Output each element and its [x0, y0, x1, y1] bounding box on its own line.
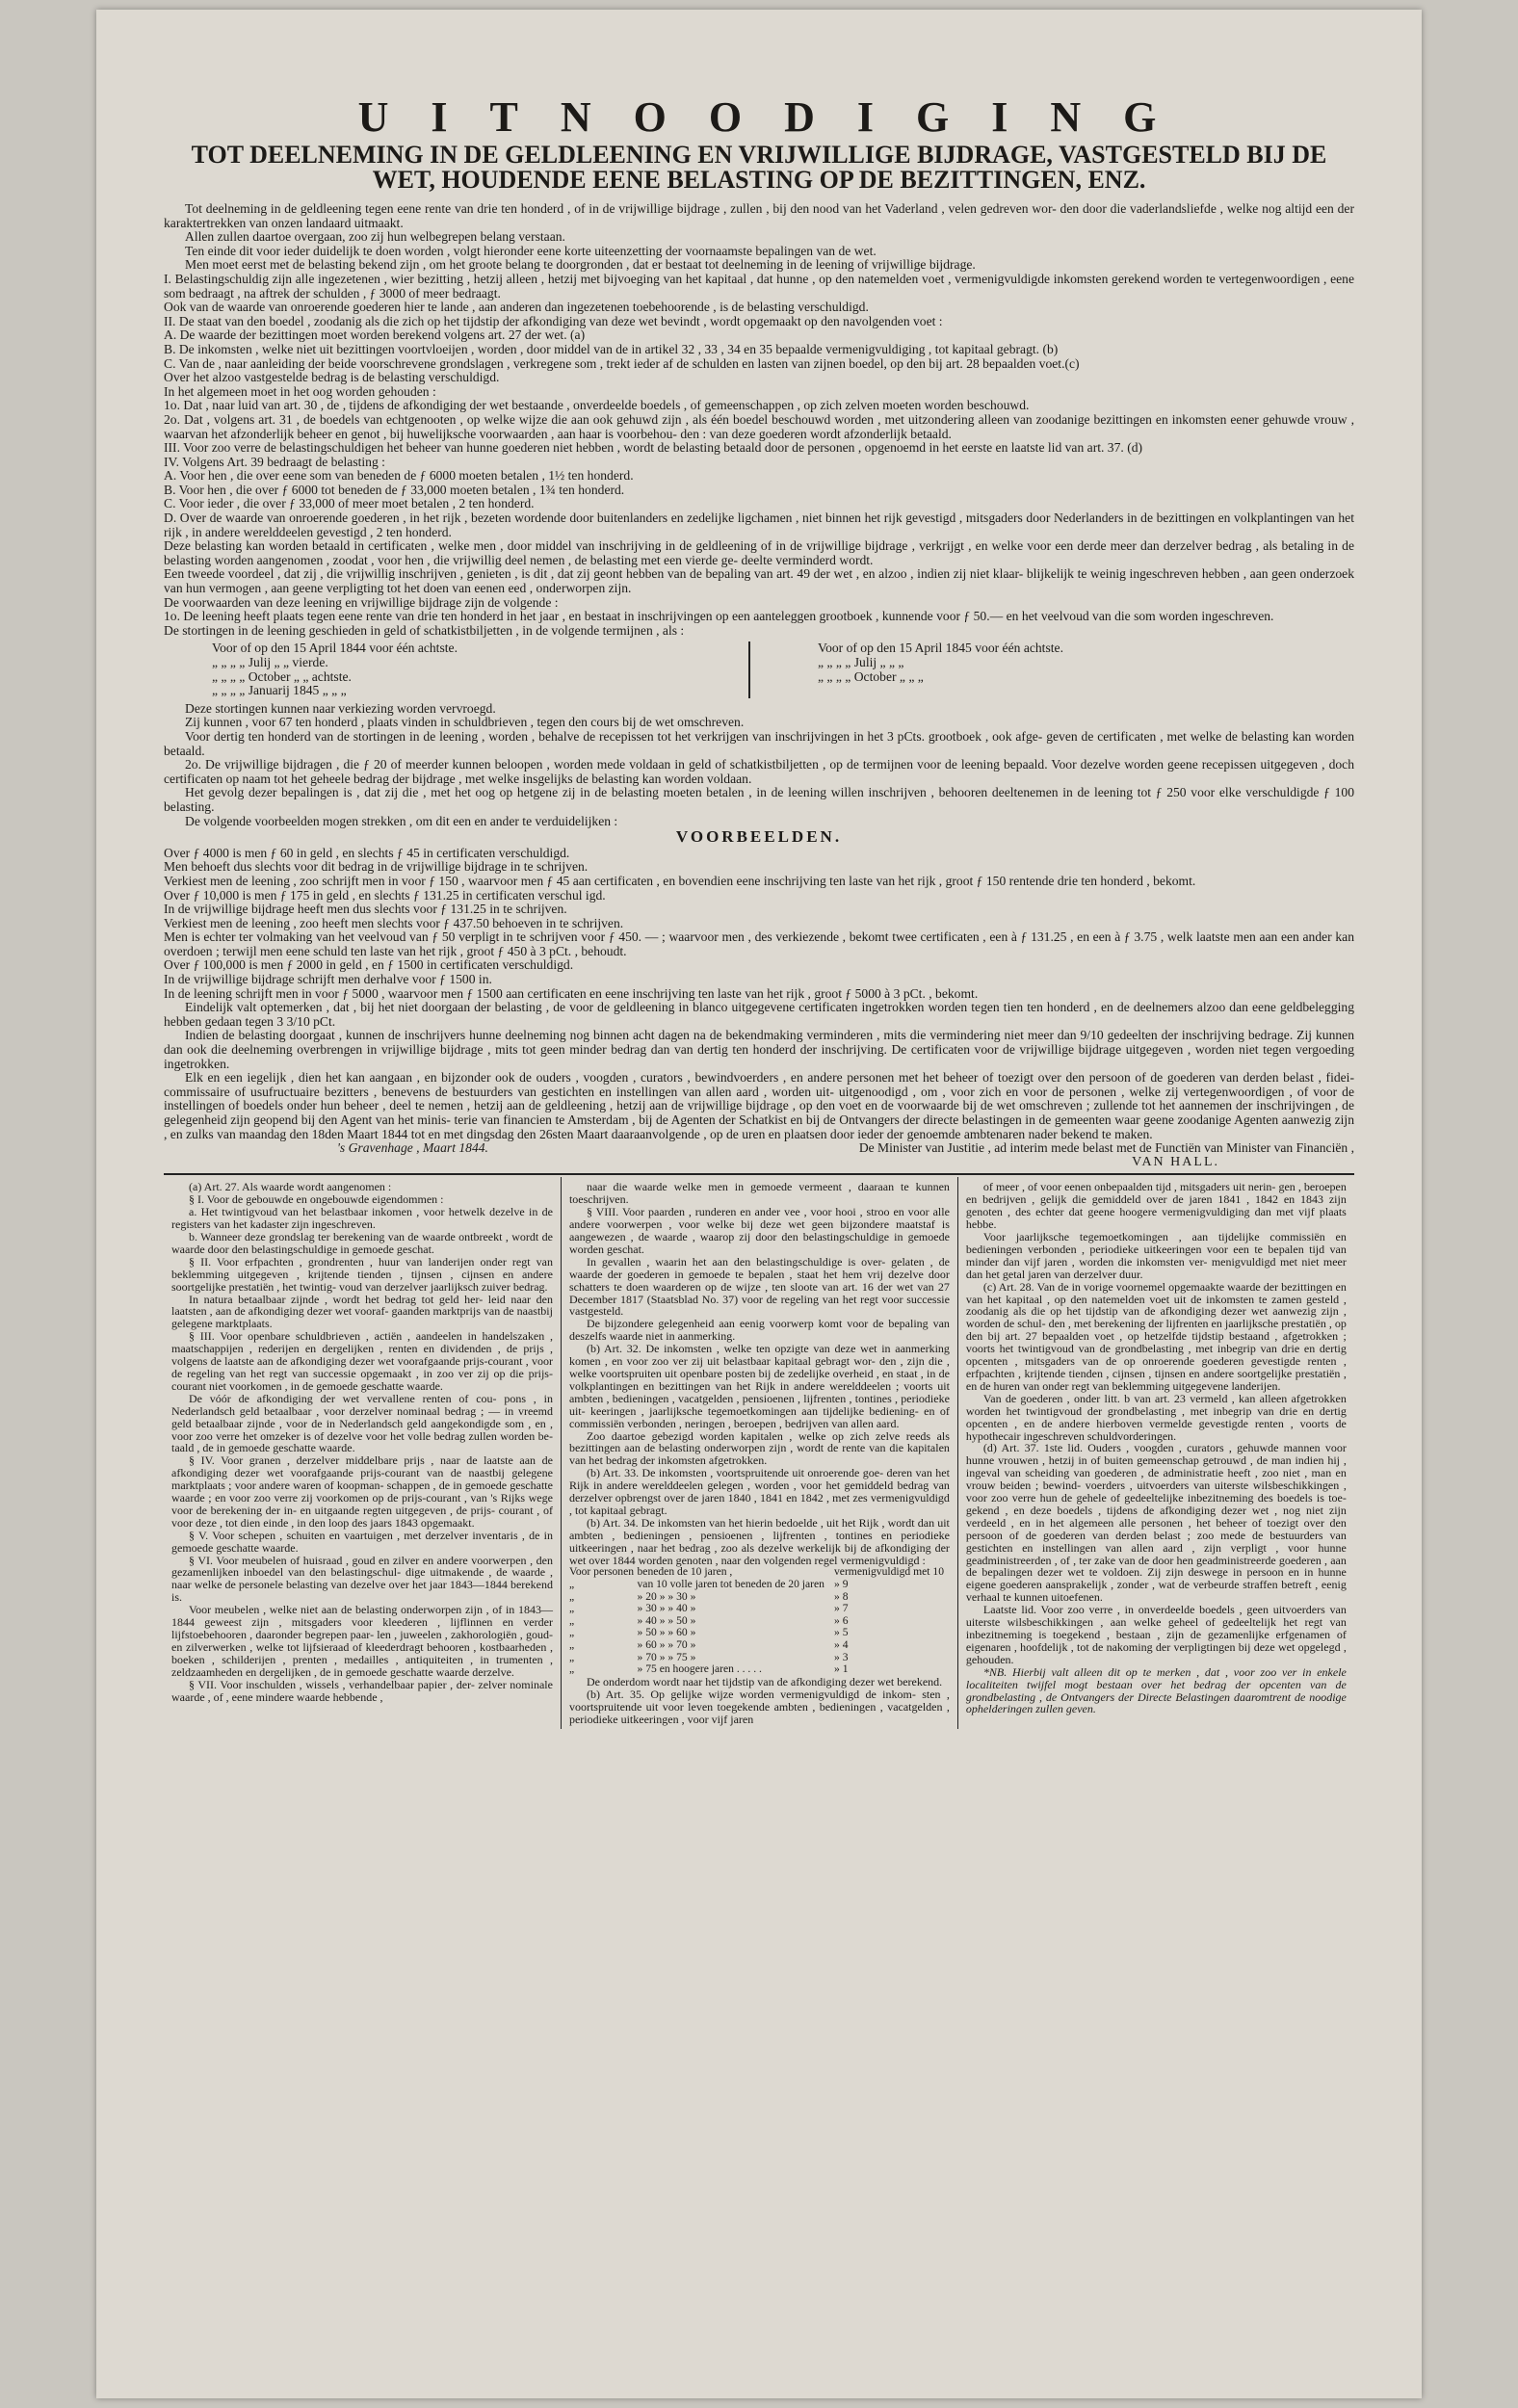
- multiplier-row: [569, 1579, 950, 1591]
- multiplier-cell: vermenigvuldigd met 10: [834, 1565, 944, 1579]
- section-paragraph: 1o. Dat , naar luid van art. 30 , de , tijdens de afkondiging der wet bestaande , onverdeelde boedels , of gemeenschappen , op zich zelven moeten worden beschouwd.: [164, 398, 1030, 413]
- paragraph: Deze stortingen kunnen naar verkiezing worden vervroegd.: [185, 700, 496, 716]
- section-paragraph: B. Voor hen , die over ƒ 6000 tot beneden de ƒ 33,000 moeten betalen , 1¾ ten honderd.: [164, 482, 625, 497]
- minister-title: De Minister van Justitie , ad interim mede belast met de Functiën van Minister van Financiën ,: [858, 1140, 1354, 1156]
- example-line: Verkiest men de leening , zoo heeft men slechts voor ƒ 437.50 behoeven in te schrijven.: [164, 915, 624, 930]
- footnote-paragraph: De bijzondere gelegenheid aan eenig voorwerp komt voor de bepaling van deszelfs waarde niet in aanmerking.: [568, 1317, 950, 1344]
- footnotes-column-1: [164, 1177, 561, 1729]
- multiplier-cell: „: [568, 1578, 575, 1591]
- footnote-paragraph: Voor jaarlijksche tegemoetkomingen , aan tijdelijke commissiën en bedieningen verbonden , periodieke uitkeeringen voor een te bepalen tijd van minder dan vijf jaren , worden die inkomsten ver- menigvuldigd met niet meer dan het getal jaren van derzelver duur.: [965, 1230, 1347, 1281]
- schedule-1844: [164, 641, 748, 697]
- section-paragraph: 1o. De leening heeft plaats tegen eene rente van drie ten honderd in het jaar , en bestaat in inschrijvingen op een aanteleggen grootboek , kunnende voor ƒ 50.— en het veelvoud van die som worden ingeschreven.: [164, 609, 1274, 624]
- multiplier-cell: » 4: [834, 1638, 849, 1652]
- footnote-paragraph: § III. Voor openbare schuldbrieven , actiën , aandeelen in handelszaken , maatschappijen , rederijen en dergelijken , renten en dividenden , de prijs , volgens de laatste aan de afkondiging dezer wet voorafgaande prijs-courant , voor de regeling van het regt van successie opgemaakt , in zoo ver zij op die prijs-courant niet voorkomen , in de gemoede geschatte waarde.: [171, 1329, 553, 1393]
- section-paragraph: Deze belasting kan worden betaald in certificaten , welke men , door middel van inschrijving in de geldleening of in de vrijwillige bijdrage , verkrijgt , en welke voor een derde meer dan derzelver bedrag , als betaling in de belasting worden aangenomen , zoodat , voor hen , die vrijwillig deel nemen , de belasting met een vierde ge- deelte verminderd wordt.: [164, 538, 1354, 567]
- schedule-1845: [748, 641, 1354, 697]
- divider: [164, 1173, 1354, 1175]
- schedule-line: „ „ „ „ Julij „ „ „: [818, 655, 904, 669]
- footnote-paragraph: (d) Art. 37. 1ste lid. Ouders , voogden , curators , gehuwde mannen voor hunne vrouwen , hetzij in of buiten gemeenschap getrouwd , de man indien hij , ingeval van scheiding van goederen , de administratie heeft , zoo niet , man en vrouw beiden ; bewind- voerders , uitvoerders van uiterste wilsbeschikkingen , voor zoo verre hun de gehele of gedeeltelijke inbezitneming des boedels is toe- gekend , en deze boedels , tijdens de afkondiging dezer wet , nog niet zijn verdeeld , en in het algemeen alle personen , het beheer of toezigt over den persoon of de goederen van derden belast ; zoo mede de bestuurders van gestichten en instellingen van allen aard , zijn verpligt , voor hunne geadministreerden , of , ter zake van de door hen geadministreerde goederen , aan de bepalingen dezer wet te voldoen. Zij zijn deswege in persoon en in hunne eigene goederen aansprakelijk , zonder , wat de verbeurde straffen betreft , eenig verhaal te kunnen uitoefenen.: [965, 1441, 1347, 1605]
- schedule-line: Voor of op den 15 April 1845 voor één achtste.: [818, 641, 1063, 656]
- example-line: Men is echter ter volmaking van het veelvoud van ƒ 50 verpligt in te schrijven voor ƒ 450. — ; waarvoor men , des verkiezende , bekomt twee certificaten , een à ƒ 131.25 , en een à ƒ 3.75 , welk laatste men aan een ander kan overdoen ; terwijl men eene schuld ten laste van het rijk , groot ƒ 450 à 3 pCt. , behoudt.: [164, 929, 1354, 958]
- footnote-paragraph: (b) Art. 35. Op gelijke wijze worden vermenigvuldigd de inkom- sten , voortspruitende uit voor leven toegekende ambten , bedieningen , vacatgelden , periodieke uitkeeringen , voor vijf jaren: [568, 1687, 950, 1726]
- multiplier-cell: » 30 » » 40 »: [637, 1602, 696, 1615]
- section-paragraph: A. De waarde der bezittingen moet worden berekend volgens art. 27 der wet. (a): [164, 327, 586, 343]
- footnotes: [164, 1177, 1354, 1729]
- footnote-paragraph: (b) Art. 32. De inkomsten , welke ten opzigte van deze wet in aanmerking komen , en voor zoo ver zij uit belastbaar kapitaal gebragt wor- den , zijn die , welke voortspruiten uit openbare posten bij de zedelijke overheid , en staat , in de volkplantingen en bezittingen van het Rijk in andere werelddeelen ; voorts uit ambten , bedieningen , vacatgelden , pensioenen , lijfrenten , tontines , periodieke uit- keeringen , jaarlijksche tegemoetkomingen aan tijdelijke bediening- en of commissiën verbonden , neringen , beroepen , bedrijven van allen aard.: [568, 1342, 950, 1430]
- example-line: Verkiest men de leening , zoo schrijft men in voor ƒ 150 , waarvoor men ƒ 45 aan certificaten , en bovendien eene inschrijving ten laste van het rijk , groot ƒ 150 rentende drie ten honderd , bekomt.: [164, 873, 1196, 888]
- multiplier-row: [569, 1615, 950, 1628]
- section-paragraph: Over het alzoo vastgestelde bedrag is de belasting verschuldigd.: [164, 370, 500, 385]
- closing-paragraph: Eindelijk valt optemerken , dat , bij het niet doorgaan der belasting , de voor de geldleening in blanco uitgegevene certificaten ingetrokken worden tegen tien ten honderd , en de deelnemers alzoo dan eene geldbelegging hebben gedaan tegen 3 3/10 pCt.: [164, 1000, 1354, 1029]
- multiplier-cell: „: [568, 1613, 575, 1627]
- closing-list: [164, 1001, 1354, 1141]
- multiplier-table: [569, 1566, 950, 1675]
- document-subtitle-line-2: WET, HOUDENDE EENE BELASTING OP DE BEZITTINGEN, ENZ.: [372, 166, 1146, 194]
- schedule-line: Voor of op den 15 April 1844 voor één achtste.: [212, 641, 458, 656]
- example-line: In de leening schrijft men in voor ƒ 5000 , waarvoor men ƒ 1500 aan certificaten en eene inschrijving ten laste van het rijk , groot ƒ 5000 à 3 pCt. , bekomt.: [164, 985, 979, 1001]
- multiplier-cell: » 7: [834, 1602, 849, 1615]
- footnote-paragraph: Voor meubelen , welke niet aan de belasting onderworpen zijn , of in 1843—1844 geweest zijn , mitsgaders voor kleederen , lijflinnen en verder lijfstoebehooren , daaronder begrepen paar- len , juweelen , zakhorologiën , goud- en zilverwerken , welke tot lijfsieraad of kleederdragt behooren , kostbaarheden , boeken , schilderijen , prenten , medailles , antiquiteiten , in trumenten , zeldzaamheden en dergelijken , de in gemoede geschatte waarde derzelve.: [171, 1603, 553, 1679]
- examples-heading: VOORBEELDEN.: [675, 827, 843, 847]
- multiplier-cell: » 3: [834, 1650, 849, 1663]
- schedule-line: „ „ „ „ Julij „ „ vierde.: [212, 655, 328, 669]
- paragraph: 2o. De vrijwillige bijdragen , die ƒ 20 of meerder kunnen beloopen , worden mede voldaan in geld of schatkistbiljetten , op de termijnen voor de leening bepaald. Voor dezelve worden geene recepissen uitgegeven , doch certificaten op naam tot het geheele bedrag der bijdrage , met welke insgelijks de belasting kan worden voldaan.: [164, 757, 1354, 786]
- section-paragraph: III. Voor zoo verre de belastingschuldigen het beheer van hunne goederen niet hebben , wordt de belasting betaald door de personen , opgenoemd in het eerste en laatste lid van art. 37. (d): [164, 440, 1143, 456]
- footnote-paragraph: § V. Voor schepen , schuiten en vaartuigen , met derzelver inventaris , de in gemoede geschatte waarde.: [171, 1528, 553, 1555]
- footnote-paragraph: § I. Voor de gebouwde en ongebouwde eigendommen :: [189, 1192, 444, 1207]
- section-paragraph: Een tweede voordeel , dat zij , die vrijwillig inschrijven , genieten , is dit , dat zij geont hebben van de bepaling van art. 49 der wet , en alzoo , indien zij niet klaar- blijkelijk te weinig ingeschreven hebben , aan geen onderzoek van hun vermogen , aan geene verpligting tot het doen van eenen eed , onderworpen zijn.: [164, 566, 1354, 596]
- multiplier-cell: „: [568, 1638, 575, 1652]
- example-line: In de vrijwillige bijdrage heeft men dus slechts voor ƒ 131.25 in te schrijven.: [164, 902, 567, 917]
- multiplier-cell: » 8: [834, 1589, 849, 1603]
- intro-paragraph: Tot deelneming in de geldleening tegen eene rente van drie ten honderd , of in de vrijwillige bijdrage , zullen , bij den nood van het Vaderland , velen gedreven wor- den door die vaderlandsliefde , welke nog altijd een der karaktertrekken van onzen landaard uitmaakt.: [164, 201, 1354, 230]
- footnote-paragraph: (b) Art. 33. De inkomsten , voortspruitende uit onroerende goe- deren van het Rijk in andere werelddeelen gelegen , worden , voor het gemiddeld bedrag van derzelver opbrengst over de jaren 1840 , 1841 en 1842 , met zes vermenigvuldigd , tot kapitaal gebragt.: [568, 1466, 950, 1517]
- example-line: Over ƒ 100,000 is men ƒ 2000 in geld , en ƒ 1500 in certificaten verschuldigd.: [164, 957, 574, 973]
- footnote-paragraph: § VIII. Voor paarden , runderen en ander vee , voor hooi , stroo en voor alle andere voorwerpen , voor welke bij deze wet geen bijzondere maatstaf is aangewezen , de waarde , waarop zij door den belastingschuldige in gemoede worden geschat.: [568, 1205, 950, 1256]
- example-line: In de vrijwillige bijdrage schrijft men derhalve voor ƒ 1500 in.: [164, 972, 492, 987]
- section-paragraph: C. Voor ieder , die over ƒ 33,000 of meer moet betalen , 2 ten honderd.: [164, 496, 535, 511]
- example-line: Over ƒ 4000 is men ƒ 60 in geld , en slechts ƒ 45 in certificaten verschuldigd.: [164, 845, 570, 860]
- after-schedule-list: [164, 702, 1354, 828]
- multiplier-cell: » 70 » » 75 »: [637, 1650, 696, 1663]
- schedule-line: „ „ „ „ October „ „ achtste.: [212, 668, 352, 684]
- multiplier-cell: » 75 en hoogere jaren . . . . .: [637, 1662, 762, 1676]
- section-paragraph: In het algemeen moet in het oog worden gehouden :: [164, 383, 436, 399]
- payment-schedule: [164, 641, 1354, 697]
- section-paragraph: 2o. Dat , volgens art. 31 , de boedels van echtgenooten , op welke wijze die aan ook gehuwd zijn , als één boedel beschouwd worden , met uitzondering alleen van zoodanige bezittingen en inkomsten eener gehuwde vrouw , waarvan het afzonderlijk beheer en genot , bij huwelijksche voorwaarden , aan haar is voorbehou- den : van deze goederen wordt afzonderlijk betaald.: [164, 411, 1354, 441]
- footnotes-column-3: [957, 1177, 1354, 1729]
- multiplier-row: [569, 1639, 950, 1652]
- section-paragraph: I. Belastingschuldig zijn alle ingezetenen , wier bezitting , hetzij alleen , hetzij met bijvoeging van het kapitaal , dat hunne , op den natemelden voet , vermenigvuldigde inkomsten gerekend worden te vertegenwoordigen , eene som bedraagt , na aftrek der schulden , ƒ 3000 of meer bedraagt.: [164, 271, 1354, 301]
- section-paragraph: C. Van de , naar aanleiding der beide voorschrevene grondslagen , verkregene som , trekt ieder af de schulden en lasten van zijnen boedel, op den bij art. 28 bepaalden voet.(c): [164, 355, 1080, 371]
- section-paragraph: De voorwaarden van deze leening en vrijwillige bijdrage zijn de volgende :: [164, 594, 559, 610]
- closing-paragraph: Indien de belasting doorgaat , kunnen de inschrijvers hunne deelneming nog binnen acht dagen na de bekendmaking verminderen , mits die vermindering niet meer dan 9/10 gedeelten der inschrijving bedrage. Zij kunnen dan ook die deelneming overbrengen in vrijwillige bijdrage , mits tot geen minder bedrag dan van dertig ten honderd der inschrijving. De certificaten voor de vrijwillige bijdrage uitgegeven , worden niet tegen vergoeding ingetrokken.: [164, 1028, 1354, 1071]
- document-page: [164, 93, 1354, 1729]
- place-date: 's Gravenhage , Maart 1844.: [337, 1140, 488, 1156]
- nb-note: *NB. Hierbij valt alleen dit op te merken , dat , voor zoo ver in enkele localiteiten twijfel mogt bestaan over het bedrag der opcenten van de grondbelasting , de Ontvangers der Directe Belastingen daaromtrent de noodige ophelderingen zullen geven.: [965, 1664, 1347, 1716]
- multiplier-cell: » 20 » » 30 »: [637, 1589, 696, 1603]
- section-paragraph: De stortingen in de leening geschieden in geld of schatkistbiljetten , in de volgende termijnen , als :: [164, 622, 685, 638]
- main-text: [164, 202, 1354, 1169]
- schedule-line: „ „ „ „ October „ „ „: [818, 668, 924, 684]
- intro-paragraph: Allen zullen daartoe overgaan, zoo zij hun welbegrepen belang verstaan.: [185, 229, 565, 245]
- multiplier-cell: » 9: [834, 1578, 849, 1591]
- multiplier-cell: „: [568, 1662, 575, 1676]
- footnote-paragraph: Laatste lid. Voor zoo verre , in onverdeelde boedels , geen uitvoerders van uiterste wilsbeschikkingen , aan welke geheel of gedeeltelijk het regt van inbezitneming is toegekend , bestaan , zijn de gezamenlijke erfgenamen of eigenaren , hoofdelijk , tot de nakoming der verpligtingen bij deze wet opgelegd , gehouden.: [965, 1603, 1347, 1666]
- document-sheet: [96, 10, 1422, 2398]
- footnote-paragraph: b. Wanneer deze grondslag ter berekening van de waarde ontbreekt , wordt de waarde door den belastingschuldige in gemoede geschat.: [171, 1230, 553, 1256]
- footnote-paragraph: § VII. Voor inschulden , wissels , verhandelbaar papier , der- zelver nominale waarde , of , eene mindere waarde hebbende ,: [171, 1677, 553, 1704]
- signature-line: [164, 1141, 1354, 1156]
- multiplier-row: [569, 1663, 950, 1676]
- schedule-line: „ „ „ „ Januarij 1845 „ „ „: [212, 683, 347, 698]
- section-paragraph: II. De staat van den boedel , zoodanig als die zich op het tijdstip der afkondiging van deze wet bevindt , wordt opgemaakt op den navolgenden voet :: [164, 313, 943, 328]
- examples-list: [164, 847, 1354, 1002]
- multiplier-cell: beneden de 10 jaren ,: [637, 1565, 733, 1579]
- multiplier-row: [569, 1591, 950, 1604]
- footnote-paragraph: of meer , of voor eenen onbepaalden tijd , mitsgaders uit nerin- gen , beroepen en bedrijven , gelijk die gemiddeld over de jaren 1841 , 1842 en 1843 zijn genoten , des echter dat geene hoogere vermenigvuldiging dan met vijf plaats hebbe.: [965, 1180, 1347, 1232]
- section-paragraph: D. Over de waarde van onroerende goederen , in het rijk , bezeten wordende door buitenlanders en zedelijke ligchamen , niet binnen het rijk gevestigd , mitsgaders door Nederlanders in de bezittingen en volkplantingen van het rijk , in andere werelddeelen gevestigd , 2 ten honderd.: [164, 510, 1354, 539]
- example-line: Men behoeft dus slechts voor dit bedrag in de vrijwillige bijdrage in te schrijven.: [164, 859, 589, 875]
- section-paragraph: A. Voor hen , die over eene som van beneden de ƒ 6000 moeten betalen , 1½ ten honderd.: [164, 468, 634, 484]
- footnote-paragraph: In natura betaalbaar zijnde , wordt het bedrag tot geld her- leid naar den laatsten , aan de afkondiging dezer wet vooraf- gaanden marktprijs van de naastbij gelegene marktplaats.: [171, 1292, 553, 1331]
- footnote-paragraph: § II. Voor erfpachten , grondrenten , huur van landerijen onder regt van beklemming uitgegeven , krijtende tienden , tijnsen , cijnsen en andere soortgelijke prestatiën , het twintig- voud van derzelver jaarlijksch zuiver bedrag.: [171, 1254, 553, 1294]
- section-paragraph: B. De inkomsten , welke niet uit bezittingen voortvloeijen , worden , door middel van de in artikel 32 , 33 , 34 en 35 bepaalde vermenigvuldiging , tot kapitaal gebragt. (b): [164, 341, 1059, 356]
- multiplier-cell: van 10 volle jaren tot beneden de 20 jaren: [637, 1578, 824, 1591]
- footnote-paragraph: De vóór de afkondiging der wet vervallene renten of cou- pons , in Nederlandsch geld betaalbaar , voor derzelver nominaal bedrag ; — in vreemd geld betaalbaar zijnde , voor de in Nederlandsch geld aangekondigde som , en , voor zoo verre het omzeker is of dezelve voor het volle bedrag zullen worden be- taald , de in gemoede geschatte waarde.: [171, 1391, 553, 1455]
- footnote-paragraph: § VI. Voor meubelen of huisraad , goud en zilver en andere voorwerpen , den gezamenlijken inboedel van den belastingschul- dige uitmakende , de waarde , naar welke de personele belasting van dezelve over het jaar 1843—1844 berekend is.: [171, 1553, 553, 1605]
- footnote-paragraph: a. Het twintigvoud van het belastbaar inkomen , voor hetwelk dezelve in de registers van het kadaster zijn ingeschreven.: [171, 1205, 553, 1232]
- footnote-paragraph: § IV. Voor granen , derzelver middelbare prijs , naar de laatste aan de afkondiging dezer wet voorafgaande prijs-courant van de naastbij gelegene marktplaats ; voor andere waren of koopman- schappen , de in gemoede geschatte waarde ; en voor zoo verre zij voorkomen op de prijs-courant , van 's Rijks wege voor de berekening der in- en uitgaande regten uitgegeven , de prijs- courant , of voor deze , tot dien einde , in den loop des jaars 1843 opgemaakt.: [171, 1453, 553, 1530]
- document-title: UITNOODIGING: [357, 93, 1199, 141]
- footnotes-column-2: [561, 1177, 957, 1729]
- multiplier-cell: Voor personen: [568, 1565, 635, 1579]
- footnote-paragraph: (a) Art. 27. Als waarde wordt aangenomen :: [189, 1180, 392, 1194]
- signatory-name: VAN HALL.: [1132, 1154, 1219, 1169]
- multiplier-row: [569, 1627, 950, 1639]
- multiplier-cell: „: [568, 1602, 575, 1615]
- multiplier-row: [569, 1603, 950, 1615]
- paragraph: Voor dertig ten honderd van de stortingen in de leening , worden , behalve de recepissen tot het verkrijgen van inschrijvingen in het 3 pCts. grootboek , ook afge- geven de certificaten , met welke de belasting kan worden betaald.: [164, 728, 1354, 758]
- multiplier-cell: » 1: [834, 1662, 849, 1676]
- footnote-paragraph: (b) Art. 34. De inkomsten van het hierin bedoelde , uit het Rijk , wordt dan uit ambten , bedieningen , pensioenen , lijfrenten , tontines en periodieke uitkeeringen , naar het bedrag , zoo als dezelve werkelijk bij de afkondiging der wet over 1844 worden genoten , naar den volgenden regel vermenigvuldigd :: [568, 1515, 950, 1567]
- example-line: Over ƒ 10,000 is men ƒ 175 in geld , en slechts ƒ 131.25 in certificaten verschul igd.: [164, 887, 606, 903]
- sections-list: [164, 273, 1354, 638]
- multiplier-cell: » 40 » » 50 »: [637, 1613, 696, 1627]
- document-subtitle-line-1: TOT DEELNEMING IN DE GELDLEENING EN VRIJWILLIGE BIJDRAGE, VASTGESTELD BIJ DE: [191, 141, 1327, 169]
- paragraph: Het gevolg dezer bepalingen is , dat zij die , met het oog op hetgene zij in de belasting moeten betalen , in de leening willen inschrijven , behooren deeltenemen in de leening tot ƒ 250 voor elke verschuldigde ƒ 100 belasting.: [164, 785, 1354, 814]
- footnote-paragraph: naar die waarde welke men in gemoede vermeent , daaraan te kunnen toeschrijven.: [568, 1180, 950, 1207]
- paragraph: Zij kunnen , voor 67 ten honderd , plaats vinden in schuldbrieven , tegen den cours bij de wet omschreven.: [185, 715, 745, 730]
- closing-paragraph: Elk en een iegelijk , dien het kan aangaan , en bijzonder ook de ouders , voogden , curators , bewindvoerders , en andere personen met het beheer of toezigt over den persoon of de goederen van derden belast , fidei-commissaire of usufructuaire bezitters , benevens de bestuurders van gestichten en instellingen van allen aard , worden uit- uitgenoodigd , om , voor zich en voor de personen , welke zij vertegenwoordigen , of voor de instellingen of boedels onder hun beheer , deel te nemen , hetzij aan de geldleening , hetzij aan de vrijwillige bijdrage , op den voet en de voorwaarde bij de wet omschreven ; zullende tot het aannemen der inschrijvingen , de gelegenheid zijn geopend bij den Agent van het minis- terie van financien te Amsterdam , bij de Agenten der Schatkist en bij de Ontvangers der directe belastingen in de gemeenten waar geene zoodanige Agenten aanwezig zijn , en zulks van maandag den 18den Maart 1844 tot en met dingsdag den 26sten Maart daaraanvolgende , op de uren en plaatsen door ieder der genoemde ambtenaren nader bekend te maken.: [164, 1070, 1354, 1141]
- footnote-paragraph: Van de goederen , onder litt. b van art. 23 vermeld , kan alleen afgetrokken worden het twintigvoud der grondbelasting , met inbegrip van drie en dertig opcenten , en de andere hierboven vermelde gevestigde renten , voorts de hypothecair ingeschreven schuldvorderingen.: [965, 1391, 1347, 1443]
- multiplier-cell: » 6: [834, 1613, 849, 1627]
- footnote-paragraph: (c) Art. 28. Van de in vorige voornemel opgemaakte waarde der bezittingen en van het kapitaal , op den natemelden voet uit de inkomsten te zamen gesteld , zoodanig als die op het tijdstip van de afkondiging dezer wet aanwezig zijn , worden de schul- den , met berekening der lijfrenten en jaarlijksche prestatiën , op den bij art. 27 bepaalden voet , op hetzelfde tijdstip bestaand , afgetrokken ; voorts het twintigvoud van de grondbelasting , met inbegrip van drie en dertig opcenten , mitsgaders van de op onroerende goederen gevestigde renten , erfpachten , krijtende tienden , cijnsen , tijnsen en andere soortgelijke prestatiën , en de huren van onder regt van beklemming uitgegevene landerijen.: [965, 1279, 1347, 1393]
- multiplier-cell: „: [568, 1626, 575, 1639]
- footnote-paragraph: Zoo daartoe gebezigd worden kapitalen , welke op zich zelve reeds als bezittingen aan de belasting onderworpen zijn , wordt de rente van die kapitalen van het bedrag der inkomsten afgetrokken.: [568, 1428, 950, 1468]
- paragraph: De volgende voorbeelden mogen strekken , om dit een en ander te verduidelijken :: [185, 813, 618, 828]
- section-paragraph: IV. Volgens Art. 39 bedraagt de belasting :: [164, 454, 385, 469]
- multiplier-cell: » 50 » » 60 »: [637, 1626, 696, 1639]
- multiplier-cell: „: [568, 1650, 575, 1663]
- multiplier-cell: » 60 » » 70 »: [637, 1638, 696, 1652]
- multiplier-cell: „: [568, 1589, 575, 1603]
- intro-paragraph: Ten einde dit voor ieder duidelijk te doen worden , volgt hieronder eene korte uiteenzetting der voornaamste bepalingen van de wet.: [185, 243, 877, 258]
- section-paragraph: Ook van de waarde van onroerende goederen hier te lande , aan anderen dan ingezetenen toebehoorende , is de belasting verschuldigd.: [164, 300, 869, 315]
- multiplier-cell: » 5: [834, 1626, 849, 1639]
- footnote-paragraph: In gevallen , waarin het aan den belastingschuldige is over- gelaten , de waarde der goederen in gemoede te bepalen , staat het hem vrij dezelve door schatters te doen waarderen op de wijze , ten sloote van art. 16 der wet van 27 December 1817 (Staatsblad No. 37) voor de regeling van het regt voor successie vastgesteld.: [568, 1254, 950, 1319]
- footnote-paragraph: De onderdom wordt naar het tijdstip van de afkondiging dezer wet berekend.: [586, 1674, 943, 1688]
- intro-paragraph: Men moet eerst met de belasting bekend zijn , om het groote belang te doorgronden , dat er bestaat tot deelneming in de leening of vrijwillige bijdrage.: [185, 257, 976, 273]
